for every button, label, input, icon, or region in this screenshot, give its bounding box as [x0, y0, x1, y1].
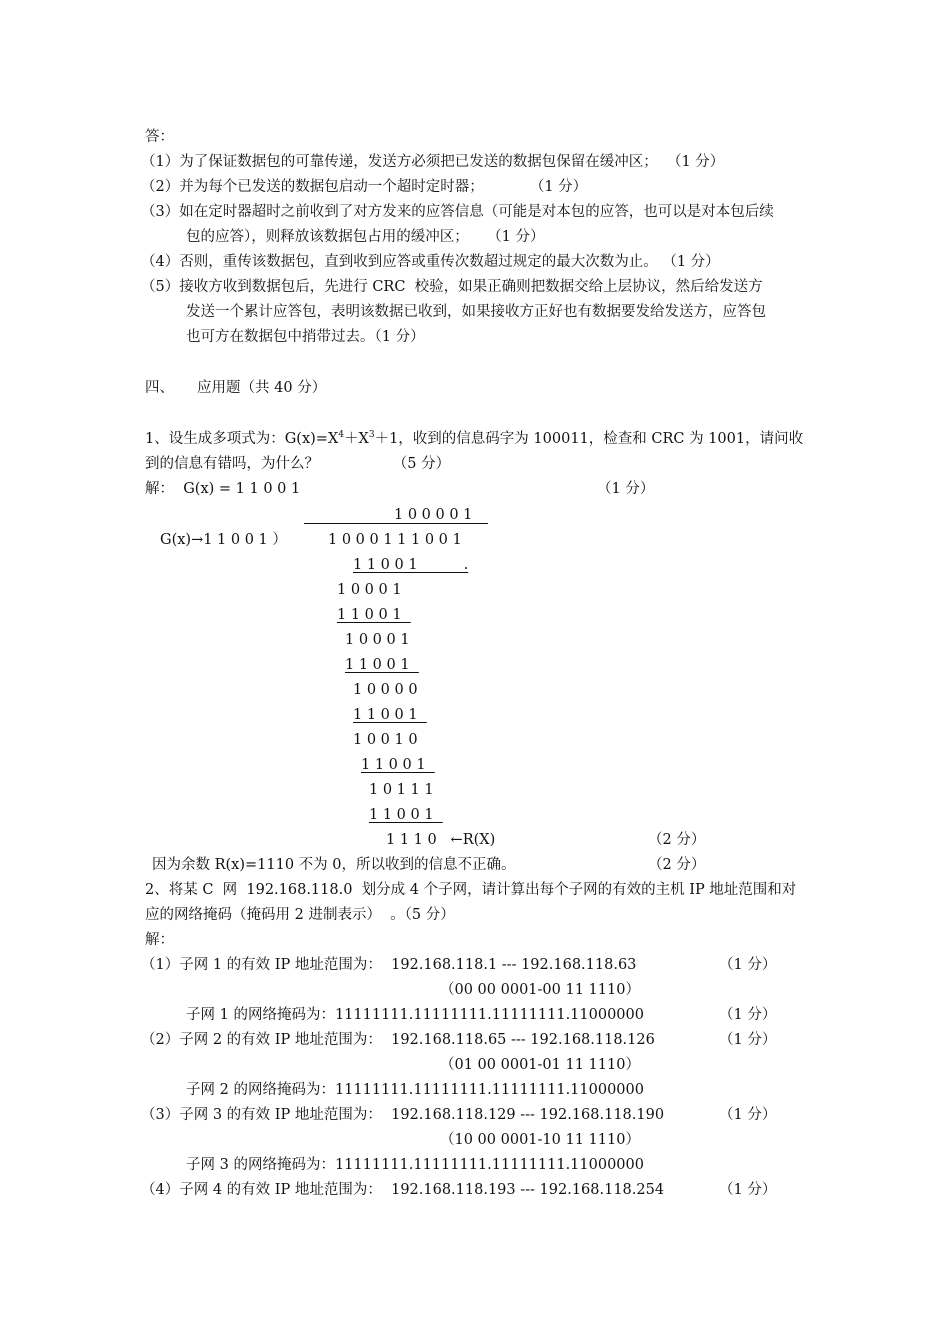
subnet2-range: （2）子网 2 的有效 IP 地址范围为： 192.168.118.65 --- 192.168.118.126	[141, 1032, 655, 1048]
division-step-row: 1 1 0 0 1	[337, 607, 411, 623]
answer-item-5: （5）接收方收到数据包后，先进行 CRC 校验，如果正确则把数据交给上层协议，然后给发送方	[141, 279, 763, 295]
division-step-row: 1 0 1 1 1	[369, 782, 434, 798]
division-dividend: 1 0 0 0 1 1 1 0 0 1	[328, 532, 462, 548]
subnet1-score: （1 分）	[719, 957, 777, 973]
q1-conclusion-score: （2 分）	[648, 857, 706, 873]
answer-item-1: （1）为了保证数据包的可靠传递，发送方必须把已发送的数据包保留在缓冲区； （1 分）	[141, 154, 725, 170]
answer-item-3: （3）如在定时器超时之前收到了对方发来的应答信息（可能是对本包的应答，也可以是对本包后续	[141, 204, 774, 220]
division-step-row: 1 1 0 0 1	[361, 757, 435, 773]
division-step-row: 1 0 0 1 0	[353, 732, 418, 748]
q1-conclusion: 因为余数 R(x)=1110 不为 0，所以收到的信息不正确。	[152, 857, 516, 873]
section-title: 四、 应用题（共 40 分）	[145, 380, 327, 396]
subnet4-range: （4）子网 4 的有效 IP 地址范围为： 192.168.118.193 --- 192.168.118.254	[141, 1182, 665, 1198]
division-bar	[304, 523, 488, 524]
subnet2-score: （1 分）	[719, 1032, 777, 1048]
answer-item-3-cont: 包的应答），则释放该数据包占用的缓冲区； （1 分）	[186, 229, 545, 245]
q2-question-line2: 应的网络掩码（掩码用 2 进制表示） 。（5 分）	[145, 907, 455, 923]
q2-question-line1: 2、将某 C 网 192.168.118.0 划分成 4 个子网，请计算出每个子网的有效的主机 IP 地址范围和对	[145, 882, 797, 898]
q1-question-line2: 到的信息有错吗，为什么？ （5 分）	[145, 456, 451, 472]
division-step-row: 1 0 0 0 1	[345, 632, 410, 648]
answer-item-5-cont2: 也可方在数据包中捎带过去。（1 分）	[186, 329, 425, 345]
subnet1-mask: 子网 1 的网络掩码为：11111111.11111111.11111111.11000000	[186, 1007, 644, 1023]
answer-item-2: （2）并为每个已发送的数据包启动一个超时定时器； （1 分）	[141, 179, 588, 195]
answer-item-5-cont: 发送一个累计应答包，表明该数据已收到，如果接收方正好也有数据要发给发送方，应答包	[186, 304, 766, 320]
q1-solution-label: 解： G(x) = 1 1 0 0 1	[145, 481, 301, 497]
subnet1-mask-score: （1 分）	[719, 1007, 777, 1023]
answer-item-4: （4）否则，重传该数据包，直到收到应答或重传次数超过规定的最大次数为止。 （1 分）	[141, 254, 720, 270]
subnet4-score: （1 分）	[719, 1182, 777, 1198]
remainder-score: （2 分）	[648, 832, 706, 848]
subnet1-bits: （00 00 0001-00 11 1110）	[440, 982, 640, 998]
division-step-row: 1 0 0 0 0	[353, 682, 418, 698]
q1-solution-score: （1 分）	[597, 481, 655, 497]
subnet1-range: （1）子网 1 的有效 IP 地址范围为： 192.168.118.1 --- 192.168.118.63	[141, 957, 637, 973]
q2-solution-label: 解：	[145, 932, 174, 948]
division-step-row: 1 1 0 0 1	[353, 707, 427, 723]
subnet3-score: （1 分）	[719, 1107, 777, 1123]
division-step-row: 1 1 0 0 1 .	[353, 557, 469, 573]
division-divisor: G(x)→1 1 0 0 1 ）	[160, 532, 287, 548]
subnet2-bits: （01 00 0001-01 11 1110）	[440, 1057, 640, 1073]
division-remainder: 1 1 1 0 ←R(X)	[386, 832, 496, 848]
q1-question-line1: 1、设生成多项式为：$G(x)=X^4+X^3+1$，收到的信息码字为 100011，检查和 CRC 为 1001，请问收	[145, 430, 804, 447]
subnet2-mask: 子网 2 的网络掩码为：11111111.11111111.11111111.11000000	[186, 1082, 644, 1098]
division-step-row: 1 1 0 0 1	[369, 807, 443, 823]
subnet3-mask: 子网 3 的网络掩码为：11111111.11111111.11111111.11000000	[186, 1157, 644, 1173]
answer-heading: 答：	[145, 129, 174, 145]
division-quotient: 1 0 0 0 0 1	[394, 507, 473, 523]
subnet3-bits: （10 00 0001-10 11 1110）	[440, 1132, 640, 1148]
division-step-row: 1 1 0 0 1	[345, 657, 419, 673]
subnet3-range: （3）子网 3 的有效 IP 地址范围为： 192.168.118.129 --- 192.168.118.190	[141, 1107, 665, 1123]
division-step-row: 1 0 0 0 1	[337, 582, 402, 598]
